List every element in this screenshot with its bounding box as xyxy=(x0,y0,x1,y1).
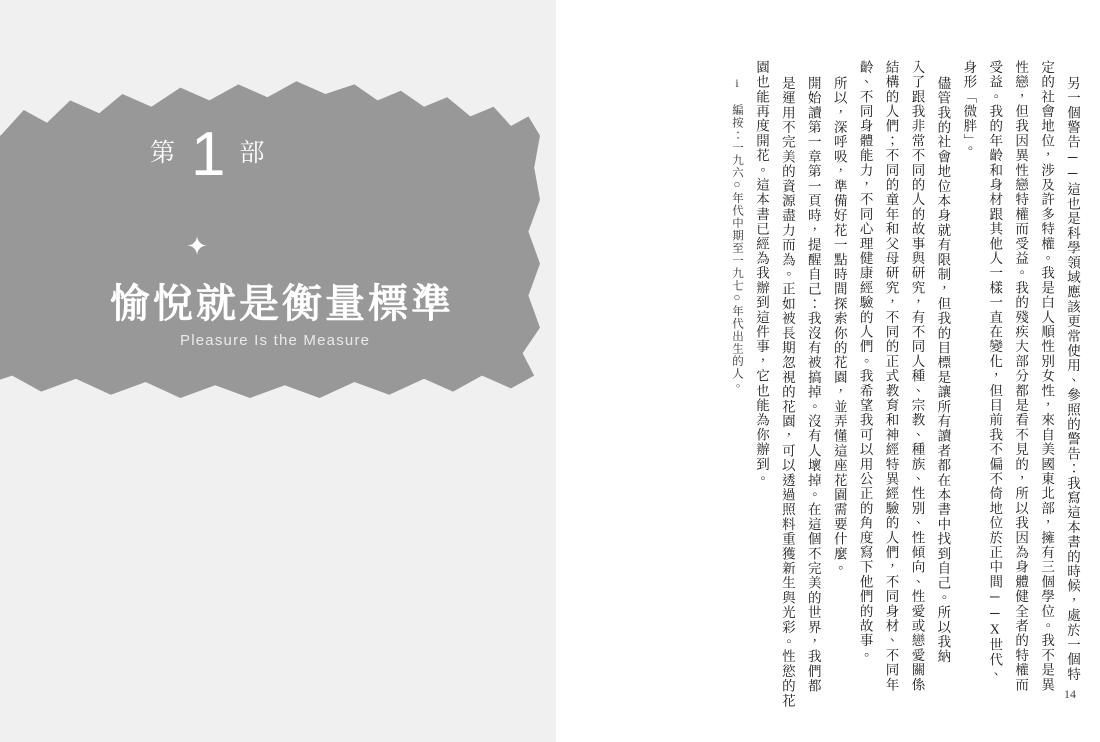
body-column: 另一個警告──這也是科學領域應該更常使用、參照的警告：我寫這本書的時候，處於一個特 xyxy=(1065,76,1080,682)
body-column: 入了跟我非常不同的人的故事與研究，有不同人種、宗教、種族、性別、性傾向、性愛或戀愛關係 xyxy=(909,60,925,693)
body-column: 身形「微胖」。 xyxy=(961,60,977,157)
page-number: 14 xyxy=(1064,687,1076,701)
torn-paper-inner xyxy=(0,78,540,398)
part-suffix-text: 部 xyxy=(239,139,267,167)
body-column: 儘管我的社會地位本身就有限制，但我的目標是讓所有讀者都在本書中找到自己。所以我納 xyxy=(935,76,951,664)
body-column: 園也能再度開花。這本書已經為我辦到這件事，它也能為你辦到。 xyxy=(753,60,769,487)
body-column: 是運用不完美的資源盡力而為。正如被長期忽視的花園，可以透過照料重獲新生與光彩。性慾的花 xyxy=(779,76,795,709)
torn-paper-shape xyxy=(0,78,540,398)
right-page xyxy=(556,0,1100,742)
sparkle-icon: ✦ xyxy=(186,231,208,261)
body-column: 所以，深呼吸，準備好花一點時間探索你的花園，並弄懂這座花園需要什麼。 xyxy=(831,76,847,576)
body-column: 開始讀第一章第一頁時，提醒自己：我沒有被搞掉。沒有人壞掉。在這個不完美的世界，我們都 xyxy=(805,76,821,694)
footnote-column: i 編按：一九六○年代中期至一九七○年代出生的人。 xyxy=(731,78,744,393)
part-title-english: Pleasure Is the Measure xyxy=(180,332,371,349)
body-column: 性戀，但我因異性戀特權而受益。我的殘疾大部分都是看不見的，所以我因為身體健全者的特權而 xyxy=(1013,60,1029,693)
body-column: 定的社會地位，涉及許多特權。我是白人順性別女性，來自美國東北部，擁有三個學位。我不是異 xyxy=(1039,60,1055,693)
part-number-text: 1 xyxy=(191,120,226,189)
part-prefix-text: 第 xyxy=(150,139,178,167)
part-title-chinese: 愉悅就是衡量標準 xyxy=(110,282,454,326)
part-label xyxy=(150,120,267,189)
body-column: 受益。我的年齡和身材跟其他人一樣一直在變化，但目前我不偏不倚地位於正中間──X世代、 xyxy=(987,60,1003,682)
body-column: 齡、不同身體能力，不同心理健康經驗的人們。我希望我可以用公正的角度寫下他們的故事。 xyxy=(857,60,873,663)
body-column: 結構的人們；不同的童年和父母研究，不同的正式教育和神經特異經驗的人們，不同身材、不同年 xyxy=(883,60,899,693)
